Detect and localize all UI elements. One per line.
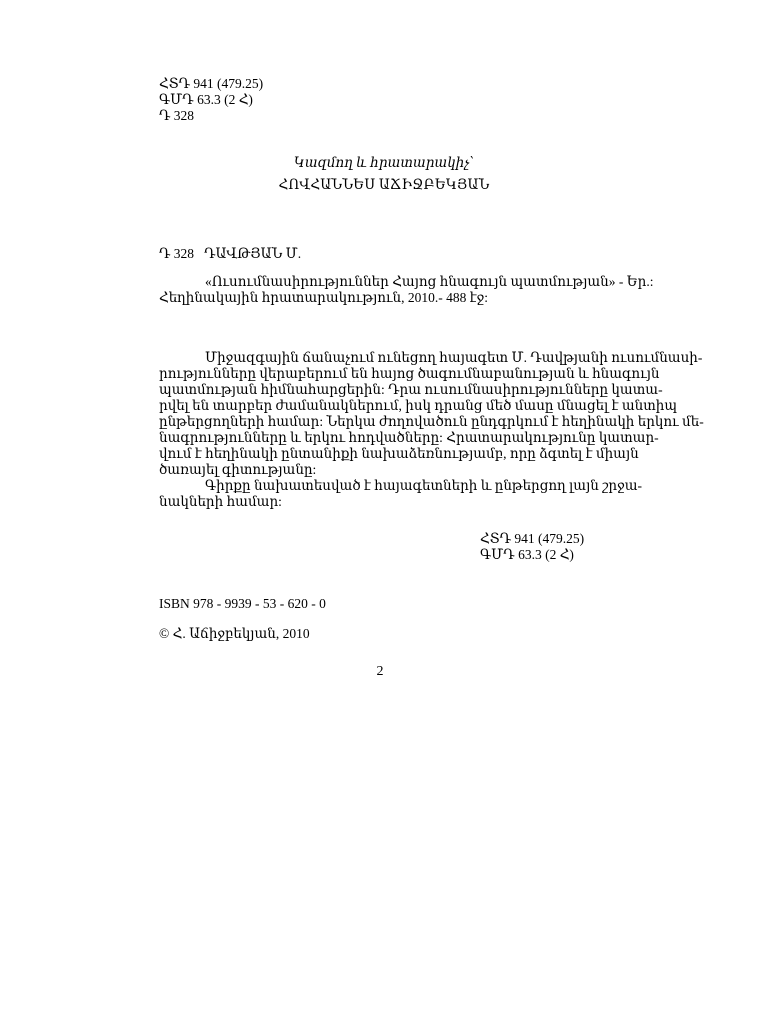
page-number: 2 [376,664,384,679]
abstract-line: Միջազգային ճանաչում ունեցող հայագետ Մ. Դավթյանի ուսումնասի- [205,350,703,365]
isbn: ISBN 978 - 9939 - 53 - 620 - 0 [159,596,326,611]
abstract-line: Գիրքը նախատեսված է հայագետների և ընթերցող լայն շրջա- [205,478,642,493]
copyright-notice: © Հ. Աճիջբեկյան, 2010 [159,626,310,641]
abstract-line: նագրությունները և երկու հոդվածները: Հրատարակությունը կատար- [159,430,659,445]
abstract-line: րվել են տարբեր ժամանակներում, իսկ դրանց մեծ մասը մնացել է անտիպ [159,398,678,413]
abstract-line: պատմության հիմնահարցերին: Դրա ուսումնասիրությունները կատա- [159,382,663,397]
udc-code: ՀՏԴ 941 (479.25) [480,531,585,546]
entry-code: Դ 328 [159,246,195,261]
biblio-line: Հեղինակային հրատարակություն, 2010.- 488 էջ: [159,290,488,305]
abstract-line: ընթերցողների համար: Ներկա ժողովածուն ընդգրկում է հեղինակի երկու մե- [159,414,704,429]
abstract-line: վում է հեղինակի ընտանիքի նախաձեռնությամբ, որը ձգտել է միայն [159,446,639,461]
abstract [159,350,704,510]
bbc-code: ԳՄԴ 63.3 (2 Հ) [480,547,574,562]
catalog-entry-heading [159,246,301,262]
abstract-line: րությունները վերաբերում են հայոց ծագումնաբանության և հնագույն [159,366,660,381]
author-mark: Դ 328 [159,108,195,123]
abstract-line: նակների համար: [159,494,282,509]
abstract-line: ծառայել գիտությանը: [159,462,317,477]
compiler-label: Կազմող և հրատարակիչ՝ [293,155,475,170]
bibliographic-description [159,274,654,306]
entry-author: ԴԱՎԹՅԱՆ Մ. [204,246,302,261]
compiler-name: ՀՈՎՀԱՆՆԵՍ ԱՃԻՋԲԵԿՅԱՆ [278,177,490,192]
udc-code: ՀՏԴ 941 (479.25) [159,76,264,91]
compiler-block [0,155,768,193]
biblio-line: «Ուսումնասիրություններ Հայոց հնագույն պատմության» - Եր.: [205,274,654,289]
classification-codes-footer [480,531,584,563]
bbc-code: ԳՄԴ 63.3 (2 Հ) [159,92,253,107]
classification-codes [159,76,263,124]
